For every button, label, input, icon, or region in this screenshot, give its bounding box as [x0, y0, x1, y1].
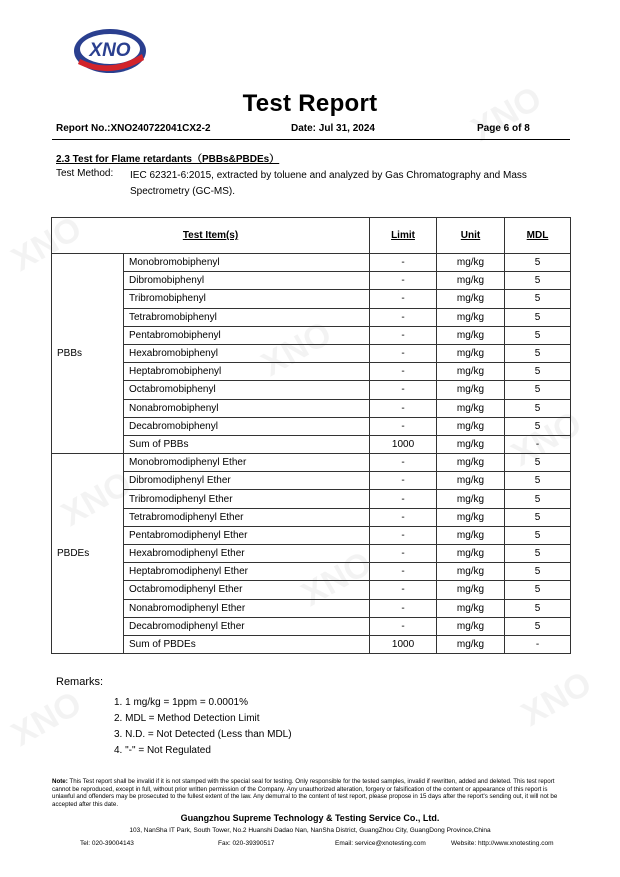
- table-row: [52, 363, 571, 381]
- table-row: [52, 526, 571, 544]
- table-row: [52, 472, 571, 490]
- cell-limit: 1000: [370, 635, 437, 653]
- group-label: PBBs: [52, 254, 124, 454]
- table-row: [52, 563, 571, 581]
- cell-item: Heptabromobiphenyl: [124, 363, 370, 381]
- company-name: Guangzhou Supreme Technology & Testing Service Co., Ltd.: [180, 813, 440, 823]
- table-row: [52, 617, 571, 635]
- company-address: 103, NanSha IT Park, South Tower, No.2 Huanshi Dadao Nan, NanSha District, GuangZhou City, GuangDong Province,China: [129, 827, 491, 834]
- cell-unit: mg/kg: [437, 363, 505, 381]
- cell-item: Octabromodiphenyl Ether: [124, 581, 370, 599]
- contact-tel: Tel: 020-39004143: [80, 840, 134, 847]
- results-table: [51, 217, 571, 654]
- cell-limit: -: [370, 272, 437, 290]
- cell-item: Tribromodiphenyl Ether: [124, 490, 370, 508]
- header-divider: [52, 139, 570, 140]
- table-row: [52, 399, 571, 417]
- table-row: [52, 490, 571, 508]
- table-row: [52, 454, 571, 472]
- cell-unit: mg/kg: [437, 399, 505, 417]
- contact-website: Website: http://www.xnotesting.com: [451, 840, 554, 847]
- cell-limit: -: [370, 254, 437, 272]
- cell-unit: mg/kg: [437, 454, 505, 472]
- cell-unit: mg/kg: [437, 635, 505, 653]
- table-row: [52, 545, 571, 563]
- cell-item: Sum of PBDEs: [124, 635, 370, 653]
- cell-mdl: 5: [505, 254, 571, 272]
- cell-unit: mg/kg: [437, 490, 505, 508]
- cell-item: Monobromobiphenyl: [124, 254, 370, 272]
- cell-mdl: 5: [505, 417, 571, 435]
- watermark-logo: [5, 684, 88, 755]
- report-date: Date: Jul 31, 2024: [291, 123, 375, 134]
- cell-mdl: 5: [505, 290, 571, 308]
- table-row: [52, 290, 571, 308]
- cell-mdl: 5: [505, 399, 571, 417]
- report-number: Report No.:XNO240722041CX2-2: [56, 123, 211, 134]
- cell-limit: -: [370, 399, 437, 417]
- note-label: Note:: [52, 778, 68, 785]
- cell-item: Tetrabromodiphenyl Ether: [124, 508, 370, 526]
- cell-unit: mg/kg: [437, 254, 505, 272]
- contact-fax: Fax: 020-39390517: [218, 840, 275, 847]
- cell-unit: mg/kg: [437, 599, 505, 617]
- table-row: [52, 326, 571, 344]
- cell-item: Nonabromodiphenyl Ether: [124, 599, 370, 617]
- col-header-mdl: MDL: [505, 218, 571, 254]
- table-row: [52, 635, 571, 653]
- cell-unit: mg/kg: [437, 326, 505, 344]
- cell-mdl: 5: [505, 472, 571, 490]
- cell-limit: -: [370, 526, 437, 544]
- cell-mdl: 5: [505, 617, 571, 635]
- remark-item: 1. 1 mg/kg = 1ppm = 0.0001%: [114, 697, 248, 708]
- cell-mdl: 5: [505, 326, 571, 344]
- cell-unit: mg/kg: [437, 617, 505, 635]
- cell-limit: -: [370, 563, 437, 581]
- group-label: PBDEs: [52, 454, 124, 654]
- remark-item: 4. "-" = Not Regulated: [114, 745, 211, 756]
- col-header-unit: Unit: [437, 218, 505, 254]
- cell-unit: mg/kg: [437, 381, 505, 399]
- table-row: [52, 581, 571, 599]
- cell-limit: -: [370, 454, 437, 472]
- cell-unit: mg/kg: [437, 545, 505, 563]
- table-row: [52, 272, 571, 290]
- cell-mdl: 5: [505, 344, 571, 362]
- cell-limit: -: [370, 308, 437, 326]
- cell-mdl: 5: [505, 545, 571, 563]
- cell-item: Pentabromodiphenyl Ether: [124, 526, 370, 544]
- cell-unit: mg/kg: [437, 526, 505, 544]
- table-row: [52, 508, 571, 526]
- cell-mdl: -: [505, 435, 571, 453]
- test-method-text: IEC 62321-6:2015, extracted by toluene and analyzed by Gas Chromatography and Mass Spectrometry (GC-MS).: [130, 170, 527, 197]
- cell-unit: mg/kg: [437, 290, 505, 308]
- section-heading: 2.3 Test for Flame retardants（PBBs&PBDEs）: [56, 154, 280, 165]
- cell-limit: -: [370, 508, 437, 526]
- cell-unit: mg/kg: [437, 308, 505, 326]
- cell-unit: mg/kg: [437, 272, 505, 290]
- page-number: Page 6 of 8: [477, 123, 530, 134]
- table-row: [52, 254, 571, 272]
- logo-text: XNO: [89, 40, 131, 61]
- test-method-label: Test Method:: [56, 168, 114, 179]
- contact-email: Email: service@xnotesting.com: [335, 840, 426, 847]
- footer-note: [52, 778, 570, 808]
- cell-mdl: 5: [505, 454, 571, 472]
- cell-unit: mg/kg: [437, 472, 505, 490]
- table-row: [52, 344, 571, 362]
- cell-limit: -: [370, 344, 437, 362]
- cell-mdl: 5: [505, 581, 571, 599]
- table-row: [52, 417, 571, 435]
- cell-limit: 1000: [370, 435, 437, 453]
- cell-limit: -: [370, 617, 437, 635]
- remark-item: 3. N.D. = Not Detected (Less than MDL): [114, 729, 292, 740]
- cell-limit: -: [370, 326, 437, 344]
- cell-limit: -: [370, 363, 437, 381]
- table-row: [52, 381, 571, 399]
- cell-unit: mg/kg: [437, 344, 505, 362]
- company-logo: [70, 26, 150, 76]
- cell-limit: -: [370, 490, 437, 508]
- cell-limit: -: [370, 290, 437, 308]
- cell-item: Octabromobiphenyl: [124, 381, 370, 399]
- cell-mdl: 5: [505, 490, 571, 508]
- cell-unit: mg/kg: [437, 435, 505, 453]
- cell-item: Hexabromodiphenyl Ether: [124, 545, 370, 563]
- cell-item: Tetrabromobiphenyl: [124, 308, 370, 326]
- col-header-limit: Limit: [370, 218, 437, 254]
- col-header-item: Test Item(s): [52, 218, 370, 254]
- remark-item: 2. MDL = Method Detection Limit: [114, 713, 260, 724]
- cell-limit: -: [370, 599, 437, 617]
- cell-limit: -: [370, 417, 437, 435]
- cell-limit: -: [370, 381, 437, 399]
- cell-item: Decabromobiphenyl: [124, 417, 370, 435]
- cell-item: Heptabromodiphenyl Ether: [124, 563, 370, 581]
- cell-item: Nonabromobiphenyl: [124, 399, 370, 417]
- cell-mdl: 5: [505, 381, 571, 399]
- cell-mdl: 5: [505, 272, 571, 290]
- page-title: Test Report: [242, 90, 378, 117]
- cell-unit: mg/kg: [437, 563, 505, 581]
- cell-mdl: 5: [505, 526, 571, 544]
- cell-mdl: 5: [505, 308, 571, 326]
- cell-item: Monobromodiphenyl Ether: [124, 454, 370, 472]
- remarks-list: [114, 695, 292, 759]
- cell-mdl: 5: [505, 508, 571, 526]
- remarks-title: Remarks:: [56, 676, 104, 688]
- cell-item: Decabromodiphenyl Ether: [124, 617, 370, 635]
- cell-item: Hexabromobiphenyl: [124, 344, 370, 362]
- table-header-row: [52, 218, 571, 254]
- cell-limit: -: [370, 581, 437, 599]
- watermark-logo: [515, 664, 598, 735]
- table-row: [52, 435, 571, 453]
- note-text: This Test report shall be invalid if it is not stamped with the special seal for testing. Only responsible for the tested samples, invalid if rewritten, added and deleted. This test report cannot be reproduced, except in full, without prior written permission of the Company. Any unauthorized alteration, forgery or falsification of the content or appearance of this report is unlawful and offenders may be prosecuted to the fullest extent of the law. Any demurral to the content of test report, please propose in 15 days after the report's sending out, it will not be accepted after this date.: [52, 778, 558, 808]
- cell-mdl: 5: [505, 599, 571, 617]
- cell-limit: -: [370, 545, 437, 563]
- cell-item: Tribromobiphenyl: [124, 290, 370, 308]
- cell-item: Dibromobiphenyl: [124, 272, 370, 290]
- table-row: [52, 599, 571, 617]
- cell-item: Pentabromobiphenyl: [124, 326, 370, 344]
- cell-mdl: 5: [505, 363, 571, 381]
- cell-item: Sum of PBBs: [124, 435, 370, 453]
- cell-mdl: -: [505, 635, 571, 653]
- cell-mdl: 5: [505, 563, 571, 581]
- cell-item: Dibromodiphenyl Ether: [124, 472, 370, 490]
- table-row: [52, 308, 571, 326]
- cell-unit: mg/kg: [437, 508, 505, 526]
- cell-unit: mg/kg: [437, 581, 505, 599]
- cell-unit: mg/kg: [437, 417, 505, 435]
- cell-limit: -: [370, 472, 437, 490]
